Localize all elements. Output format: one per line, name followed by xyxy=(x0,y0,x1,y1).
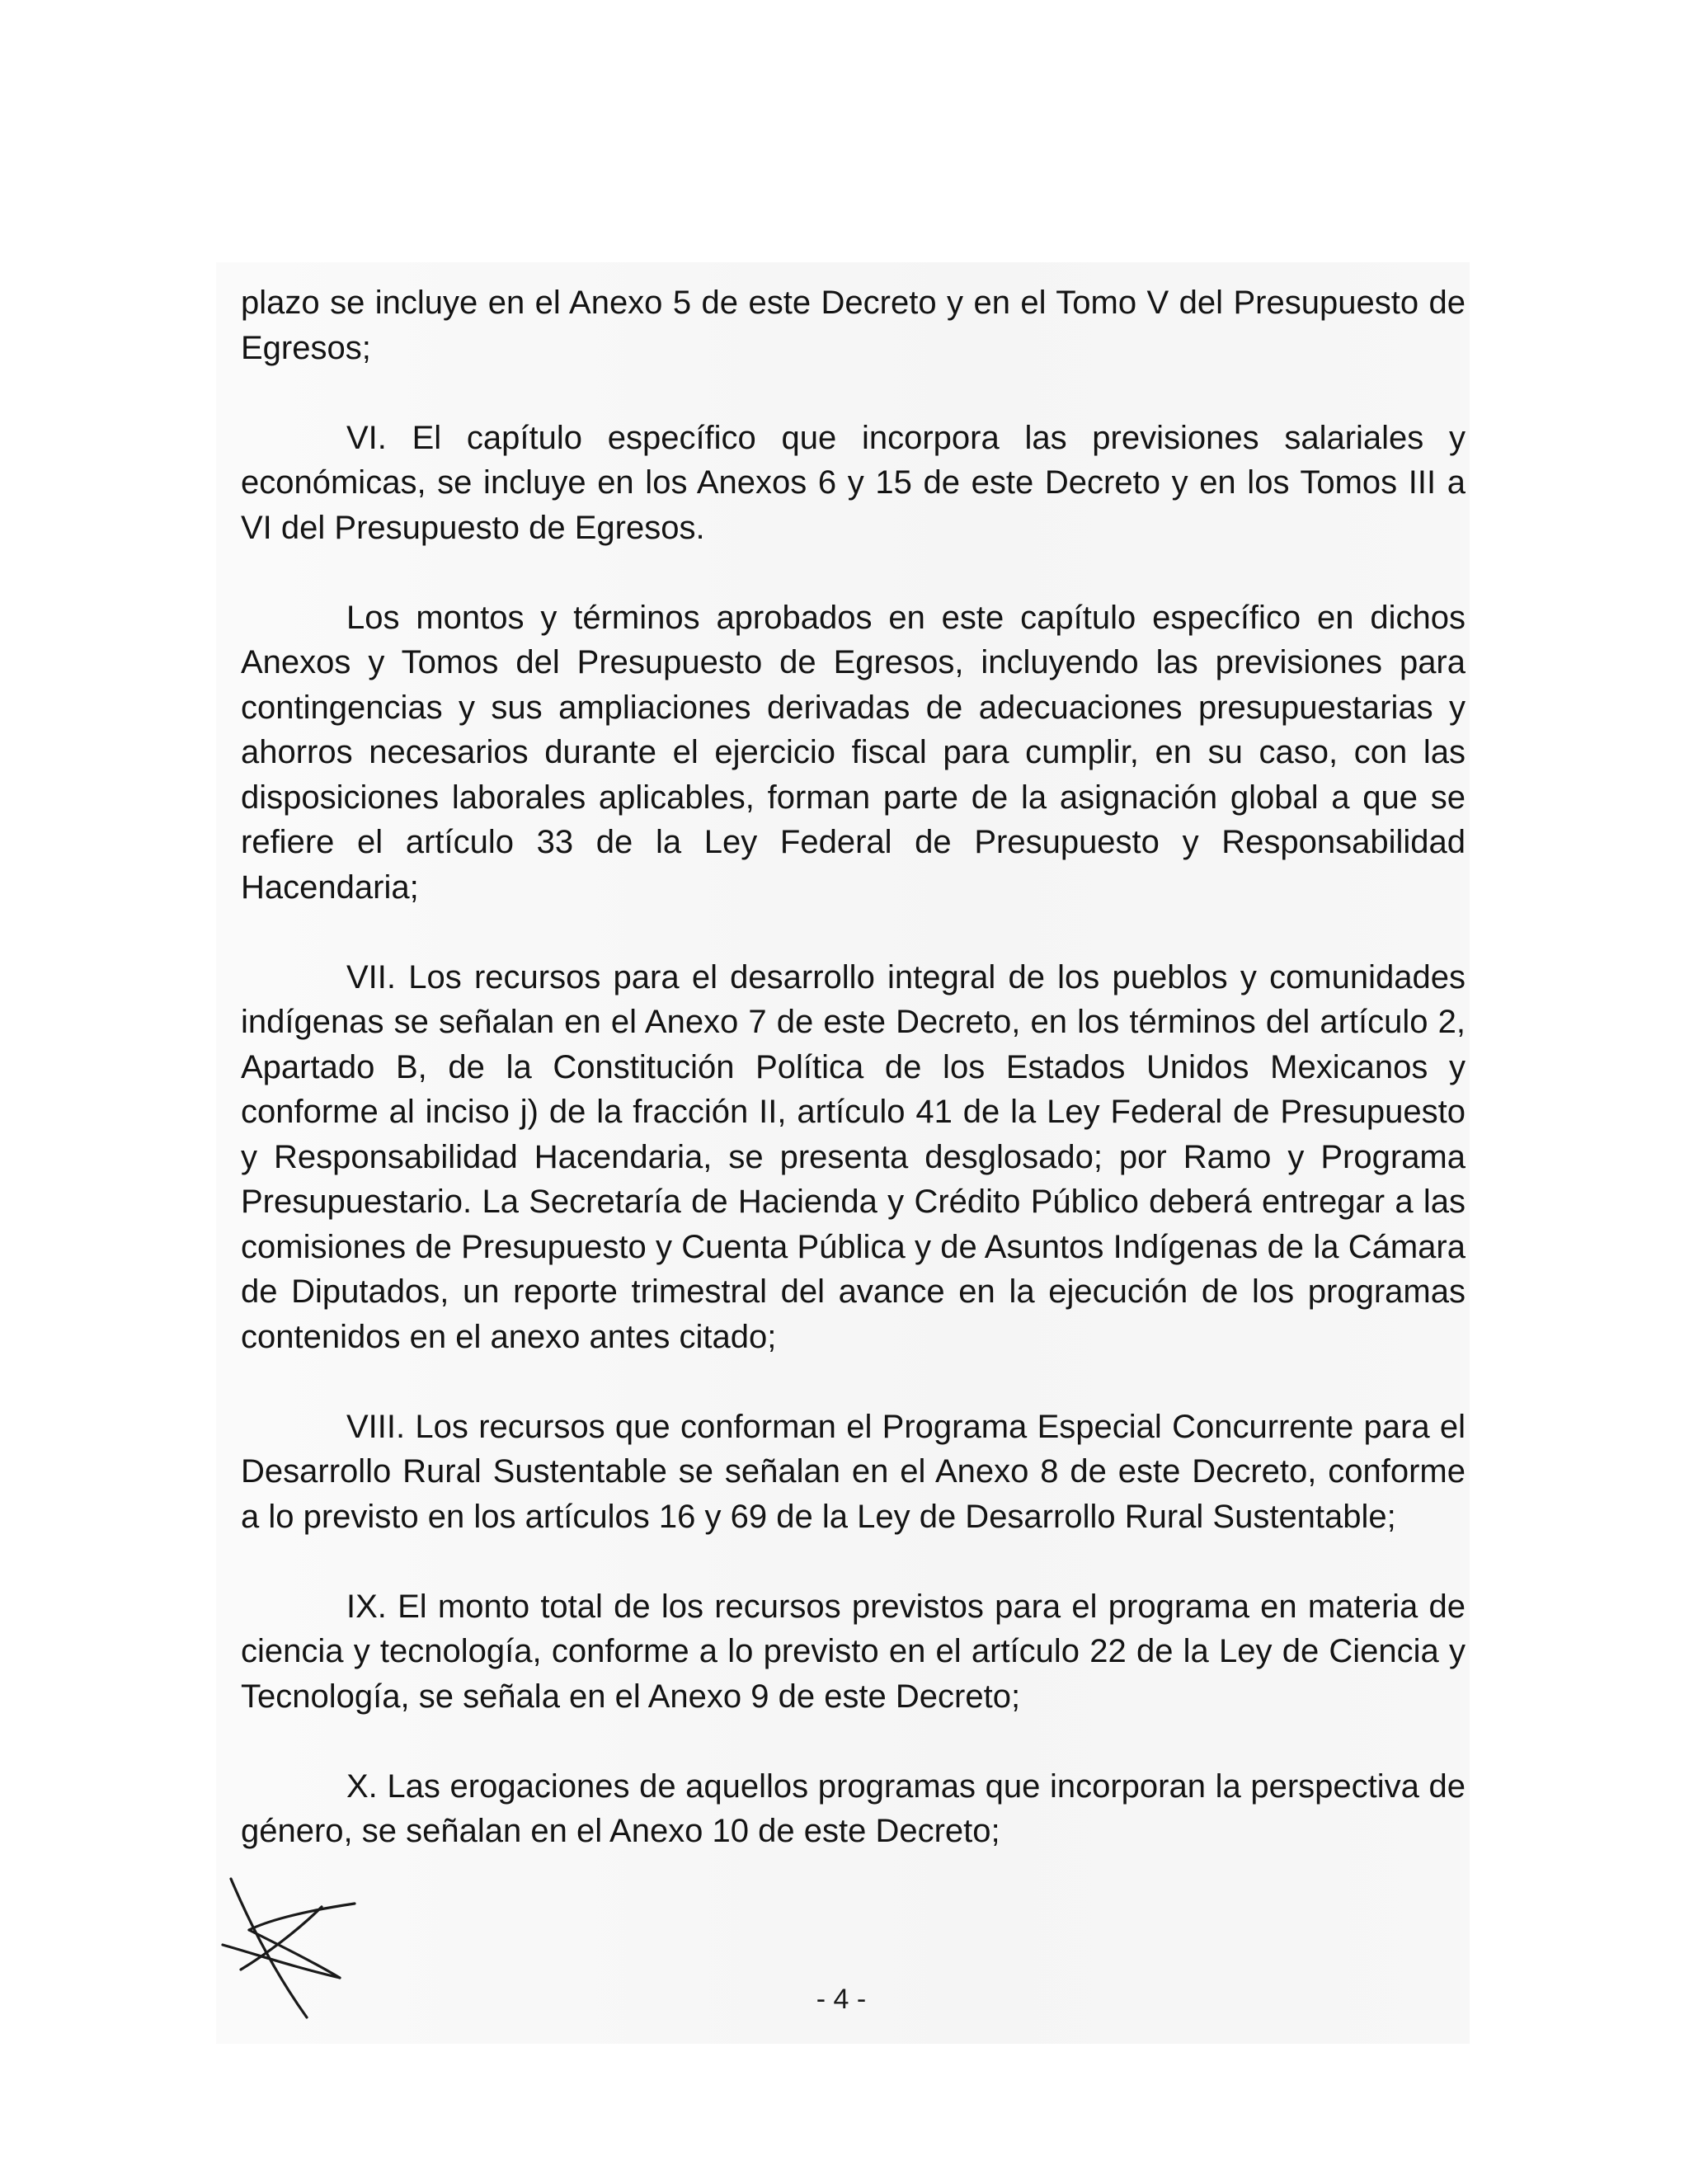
signature-mark xyxy=(216,1872,365,2021)
paragraph-montos-terminos: Los montos y términos aprobados en este capítulo específico en dichos Anexos y Tomos del Presupuesto de Egresos, incluyendo las previsiones para contingencias y sus ampliaciones derivadas de adecuaciones presupuestarias y ahorros necesarios durante el ejercicio fiscal para cumplir, en su caso, con las disposiciones laborales aplicables, forman parte de la asignación global a que se refiere el artículo 33 de la Ley Federal de Presupuesto y Responsabilidad Hacendaria; xyxy=(241,599,1466,906)
paragraph-fraccion-x: X. Las erogaciones de aquellos programas que incorporan la perspectiva de género, se señalan en el Anexo 10 de este Decreto; xyxy=(241,1767,1466,1849)
paragraph-fraccion-viii: VIII. Los recursos que conforman el Programa Especial Concurrente para el Desarrollo Rural Sustentable se señalan en el Anexo 8 de este Decreto, conforme a lo previsto en los artículos 16 y 69 de la Ley de Desarrollo Rural Sustentable; xyxy=(241,1408,1466,1535)
page-number: - 4 - xyxy=(816,1984,867,2015)
paragraph-continuation: plazo se incluye en el Anexo 5 de este Decreto y en el Tomo V del Presupuesto de Egresos; xyxy=(241,285,1466,366)
paragraph-fraccion-vi: VI. El capítulo específico que incorpora las previsiones salariales y económicas, se incluye en los Anexos 6 y 15 de este Decreto y en los Tomos III a VI del Presupuesto de Egresos. xyxy=(241,419,1466,546)
document-body xyxy=(241,280,1466,1899)
paragraph-fraccion-ix: IX. El monto total de los recursos previstos para el programa en materia de ciencia y tecnología, conforme a lo previsto en el artículo 22 de la Ley de Ciencia y Tecnología, se señala en el Anexo 9 de este Decreto; xyxy=(241,1588,1466,1715)
paragraph-fraccion-vii: VII. Los recursos para el desarrollo integral de los pueblos y comunidades indígenas se señalan en el Anexo 7 de este Decreto, en los términos del artículo 2, Apartado B, de la Constitución Política de los Estados Unidos Mexicanos y conforme al inciso j) de la fracción II, artículo 41 de la Ley Federal de Presupuesto y Responsabilidad Hacendaria, se presenta desglosado; por Ramo y Programa Presupuestario. La Secretaría de Hacienda y Crédito Público deberá entregar a las comisiones de Presupuesto y Cuenta Pública y de Asuntos Indígenas de la Cámara de Diputados, un reporte trimestral del avance en la ejecución de los programas contenidos en el anexo antes citado; xyxy=(241,958,1466,1355)
